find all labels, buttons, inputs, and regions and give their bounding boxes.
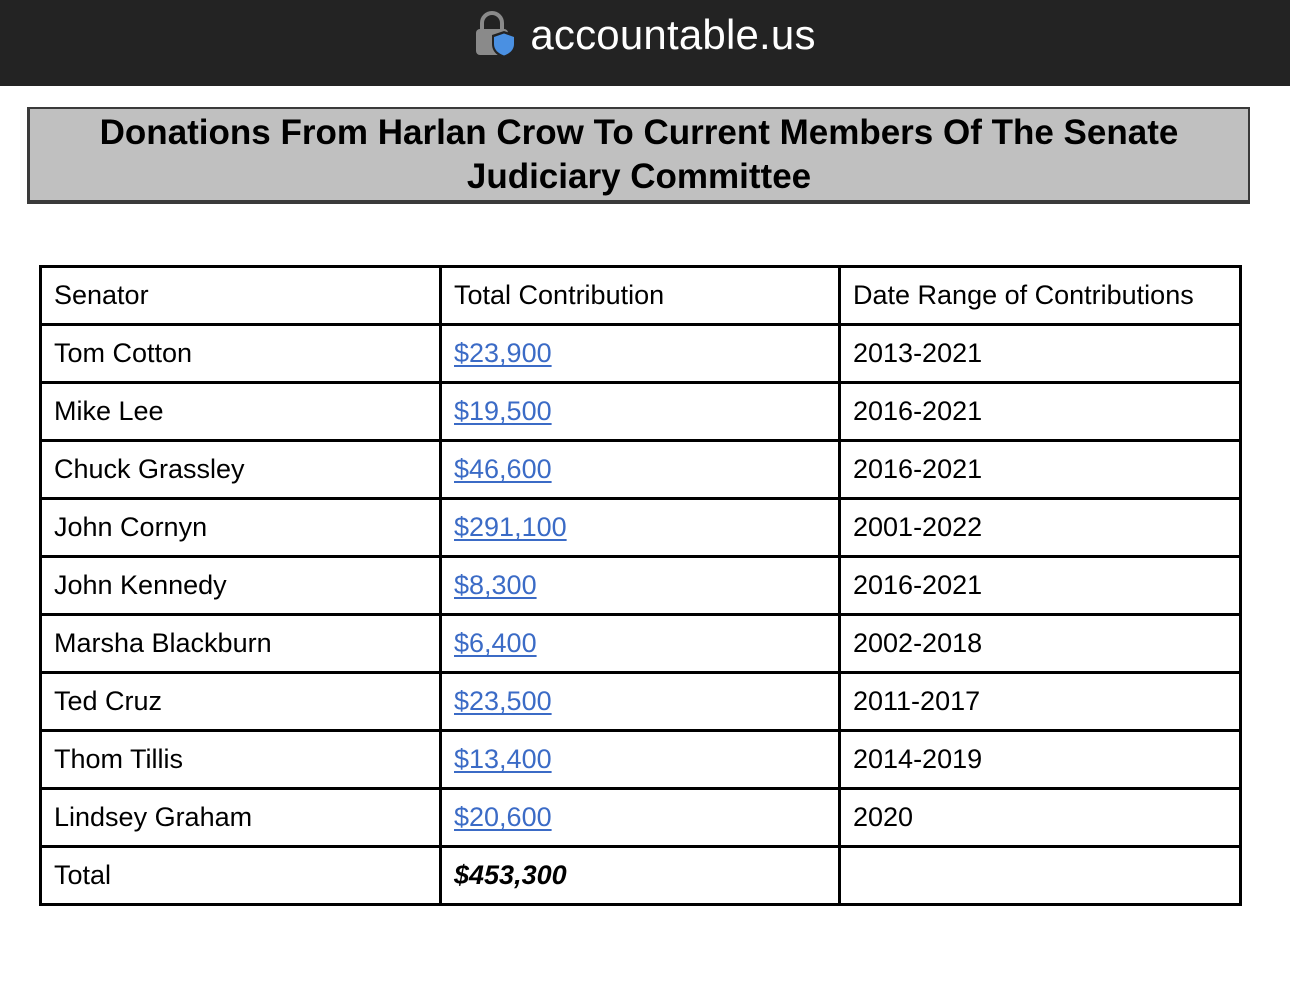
senator-name: Ted Cruz [41, 673, 441, 731]
senator-name: Mike Lee [41, 383, 441, 441]
contribution-cell [441, 673, 840, 731]
browser-address-bar [0, 0, 1290, 86]
contribution-link[interactable]: $19,500 [454, 396, 552, 426]
date-range: 2002-2018 [840, 615, 1241, 673]
header-total-contribution: Total Contribution [441, 267, 840, 325]
table-row [41, 383, 1241, 441]
senator-name: Lindsey Graham [41, 789, 441, 847]
lock-shield-icon [474, 11, 518, 59]
contribution-link[interactable]: $20,600 [454, 802, 552, 832]
contribution-cell [441, 789, 840, 847]
domain-text: accountable.us [530, 11, 816, 58]
header-senator: Senator [41, 267, 441, 325]
table-row [41, 731, 1241, 789]
senator-name: Tom Cotton [41, 325, 441, 383]
donations-table [39, 265, 1242, 906]
total-date-range [840, 847, 1241, 905]
date-range: 2001-2022 [840, 499, 1241, 557]
contribution-cell [441, 499, 840, 557]
date-range: 2011-2017 [840, 673, 1241, 731]
senator-name: Thom Tillis [41, 731, 441, 789]
header-date-range: Date Range of Contributions [840, 267, 1241, 325]
contribution-link[interactable]: $13,400 [454, 744, 552, 774]
contribution-link[interactable]: $23,500 [454, 686, 552, 716]
table-row [41, 615, 1241, 673]
contribution-link[interactable]: $291,100 [454, 512, 567, 542]
senator-name: John Cornyn [41, 499, 441, 557]
table-row [41, 441, 1241, 499]
table-header-row [41, 267, 1241, 325]
table-total-row [41, 847, 1241, 905]
senator-name: Chuck Grassley [41, 441, 441, 499]
table-row [41, 499, 1241, 557]
contribution-cell [441, 383, 840, 441]
senator-name: John Kennedy [41, 557, 441, 615]
senator-name: Marsha Blackburn [41, 615, 441, 673]
contribution-cell [441, 731, 840, 789]
contribution-link[interactable]: $46,600 [454, 454, 552, 484]
contribution-cell [441, 325, 840, 383]
total-label: Total [41, 847, 441, 905]
document-title: Donations From Harlan Crow To Current Members Of The Senate Judiciary Committee [99, 112, 1179, 196]
table-row [41, 325, 1241, 383]
date-range: 2013-2021 [840, 325, 1241, 383]
contribution-link[interactable]: $6,400 [454, 628, 537, 658]
contribution-cell [441, 615, 840, 673]
domain-display[interactable] [474, 11, 815, 59]
contribution-link[interactable]: $8,300 [454, 570, 537, 600]
contribution-cell [441, 557, 840, 615]
total-amount: $453,300 [441, 847, 840, 905]
table-row [41, 557, 1241, 615]
date-range: 2016-2021 [840, 557, 1241, 615]
document-title-box [27, 107, 1250, 204]
date-range: 2014-2019 [840, 731, 1241, 789]
contribution-cell [441, 441, 840, 499]
date-range: 2020 [840, 789, 1241, 847]
table-row [41, 673, 1241, 731]
date-range: 2016-2021 [840, 383, 1241, 441]
contribution-link[interactable]: $23,900 [454, 338, 552, 368]
date-range: 2016-2021 [840, 441, 1241, 499]
table-row [41, 789, 1241, 847]
